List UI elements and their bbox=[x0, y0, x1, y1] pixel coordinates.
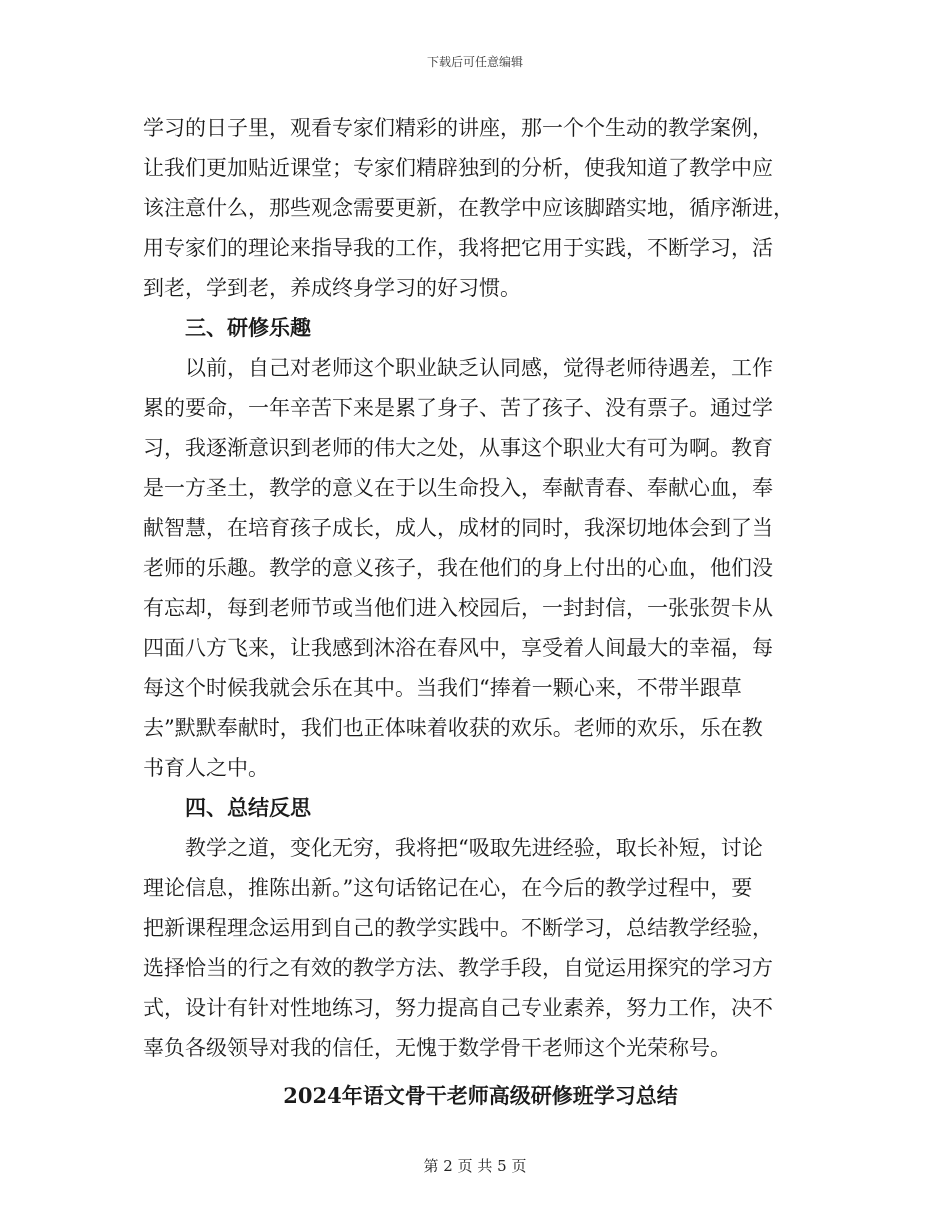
paragraph-line: 理论信息，推陈出新。”这句话铭记在心，在今后的教学过程中，要 bbox=[143, 876, 753, 900]
paragraph-line: 献智慧，在培育孩子成长，成人，成材的同时，我深切地体会到了当 bbox=[143, 516, 773, 540]
paragraph-line: 让我们更加贴近课堂；专家们精辟独到的分析，使我知道了教学中应 bbox=[143, 156, 773, 180]
paragraph-line: 四面八方飞来，让我感到沐浴在春风中，享受着人间最大的幸福，每 bbox=[143, 636, 773, 660]
paragraph-line: 老师的乐趣。教学的意义孩子，我在他们的身上付出的心血，他们没 bbox=[143, 556, 773, 580]
paragraph-line: 选择恰当的行之有效的教学方法、教学手段，自觉运用探究的学习方 bbox=[143, 956, 773, 980]
paragraph-line: 到老，学到老，养成终身学习的好习惯。 bbox=[143, 276, 521, 300]
paragraph-line: 习，我逐渐意识到老师的伟大之处，从事这个职业大有可为啊。教育 bbox=[143, 436, 773, 460]
paragraph-line: 去”默默奉献时，我们也正体味着收获的欢乐。老师的欢乐，乐在教 bbox=[143, 716, 763, 740]
document-body bbox=[143, 108, 808, 1116]
section-heading: 三、研修乐趣 bbox=[185, 316, 311, 340]
paragraph-line: 以前，自己对老师这个职业缺乏认同感，觉得老师待遇差，工作 bbox=[185, 356, 773, 380]
paragraph-line: 教学之道，变化无穷，我将把“吸取先进经验，取长补短，讨论 bbox=[185, 836, 763, 860]
paragraph-line: 有忘却，每到老师节或当他们进入校园后，一封封信，一张张贺卡从 bbox=[143, 596, 773, 620]
paragraph-line: 该注意什么，那些观念需要更新，在教学中应该脚踏实地，循序渐进， bbox=[143, 196, 794, 220]
document-title: 2024年语文骨干老师高级研修班学习总结 bbox=[283, 1083, 678, 1108]
paragraph-line: 每这个时候我就会乐在其中。当我们“捧着一颗心来，不带半跟草 bbox=[143, 676, 742, 700]
page-number: 第 2 页 共 5 页 bbox=[423, 1157, 527, 1175]
paragraph-line: 把新课程理念运用到自己的教学实践中。不断学习，总结教学经验， bbox=[143, 916, 773, 940]
paragraph-line: 累的要命，一年辛苦下来是累了身子、苦了孩子、没有票子。通过学 bbox=[143, 396, 773, 420]
paragraph-line: 用专家们的理论来指导我的工作，我将把它用于实践，不断学习，活 bbox=[143, 236, 773, 260]
page-header-note: 下载后可任意编辑 bbox=[426, 55, 523, 69]
paragraph-line: 学习的日子里，观看专家们精彩的讲座，那一个个生动的教学案例， bbox=[143, 116, 773, 140]
paragraph-line: 是一方圣土，教学的意义在于以生命投入，奉献青春、奉献心血，奉 bbox=[143, 476, 773, 500]
paragraph-line: 书育人之中。 bbox=[143, 756, 269, 780]
paragraph-line: 式，设计有针对性地练习，努力提高自己专业素养，努力工作，决不 bbox=[143, 996, 773, 1020]
paragraph-line: 辜负各级领导对我的信任，无愧于数学骨干老师这个光荣称号。 bbox=[143, 1036, 731, 1060]
section-heading: 四、总结反思 bbox=[185, 796, 311, 820]
